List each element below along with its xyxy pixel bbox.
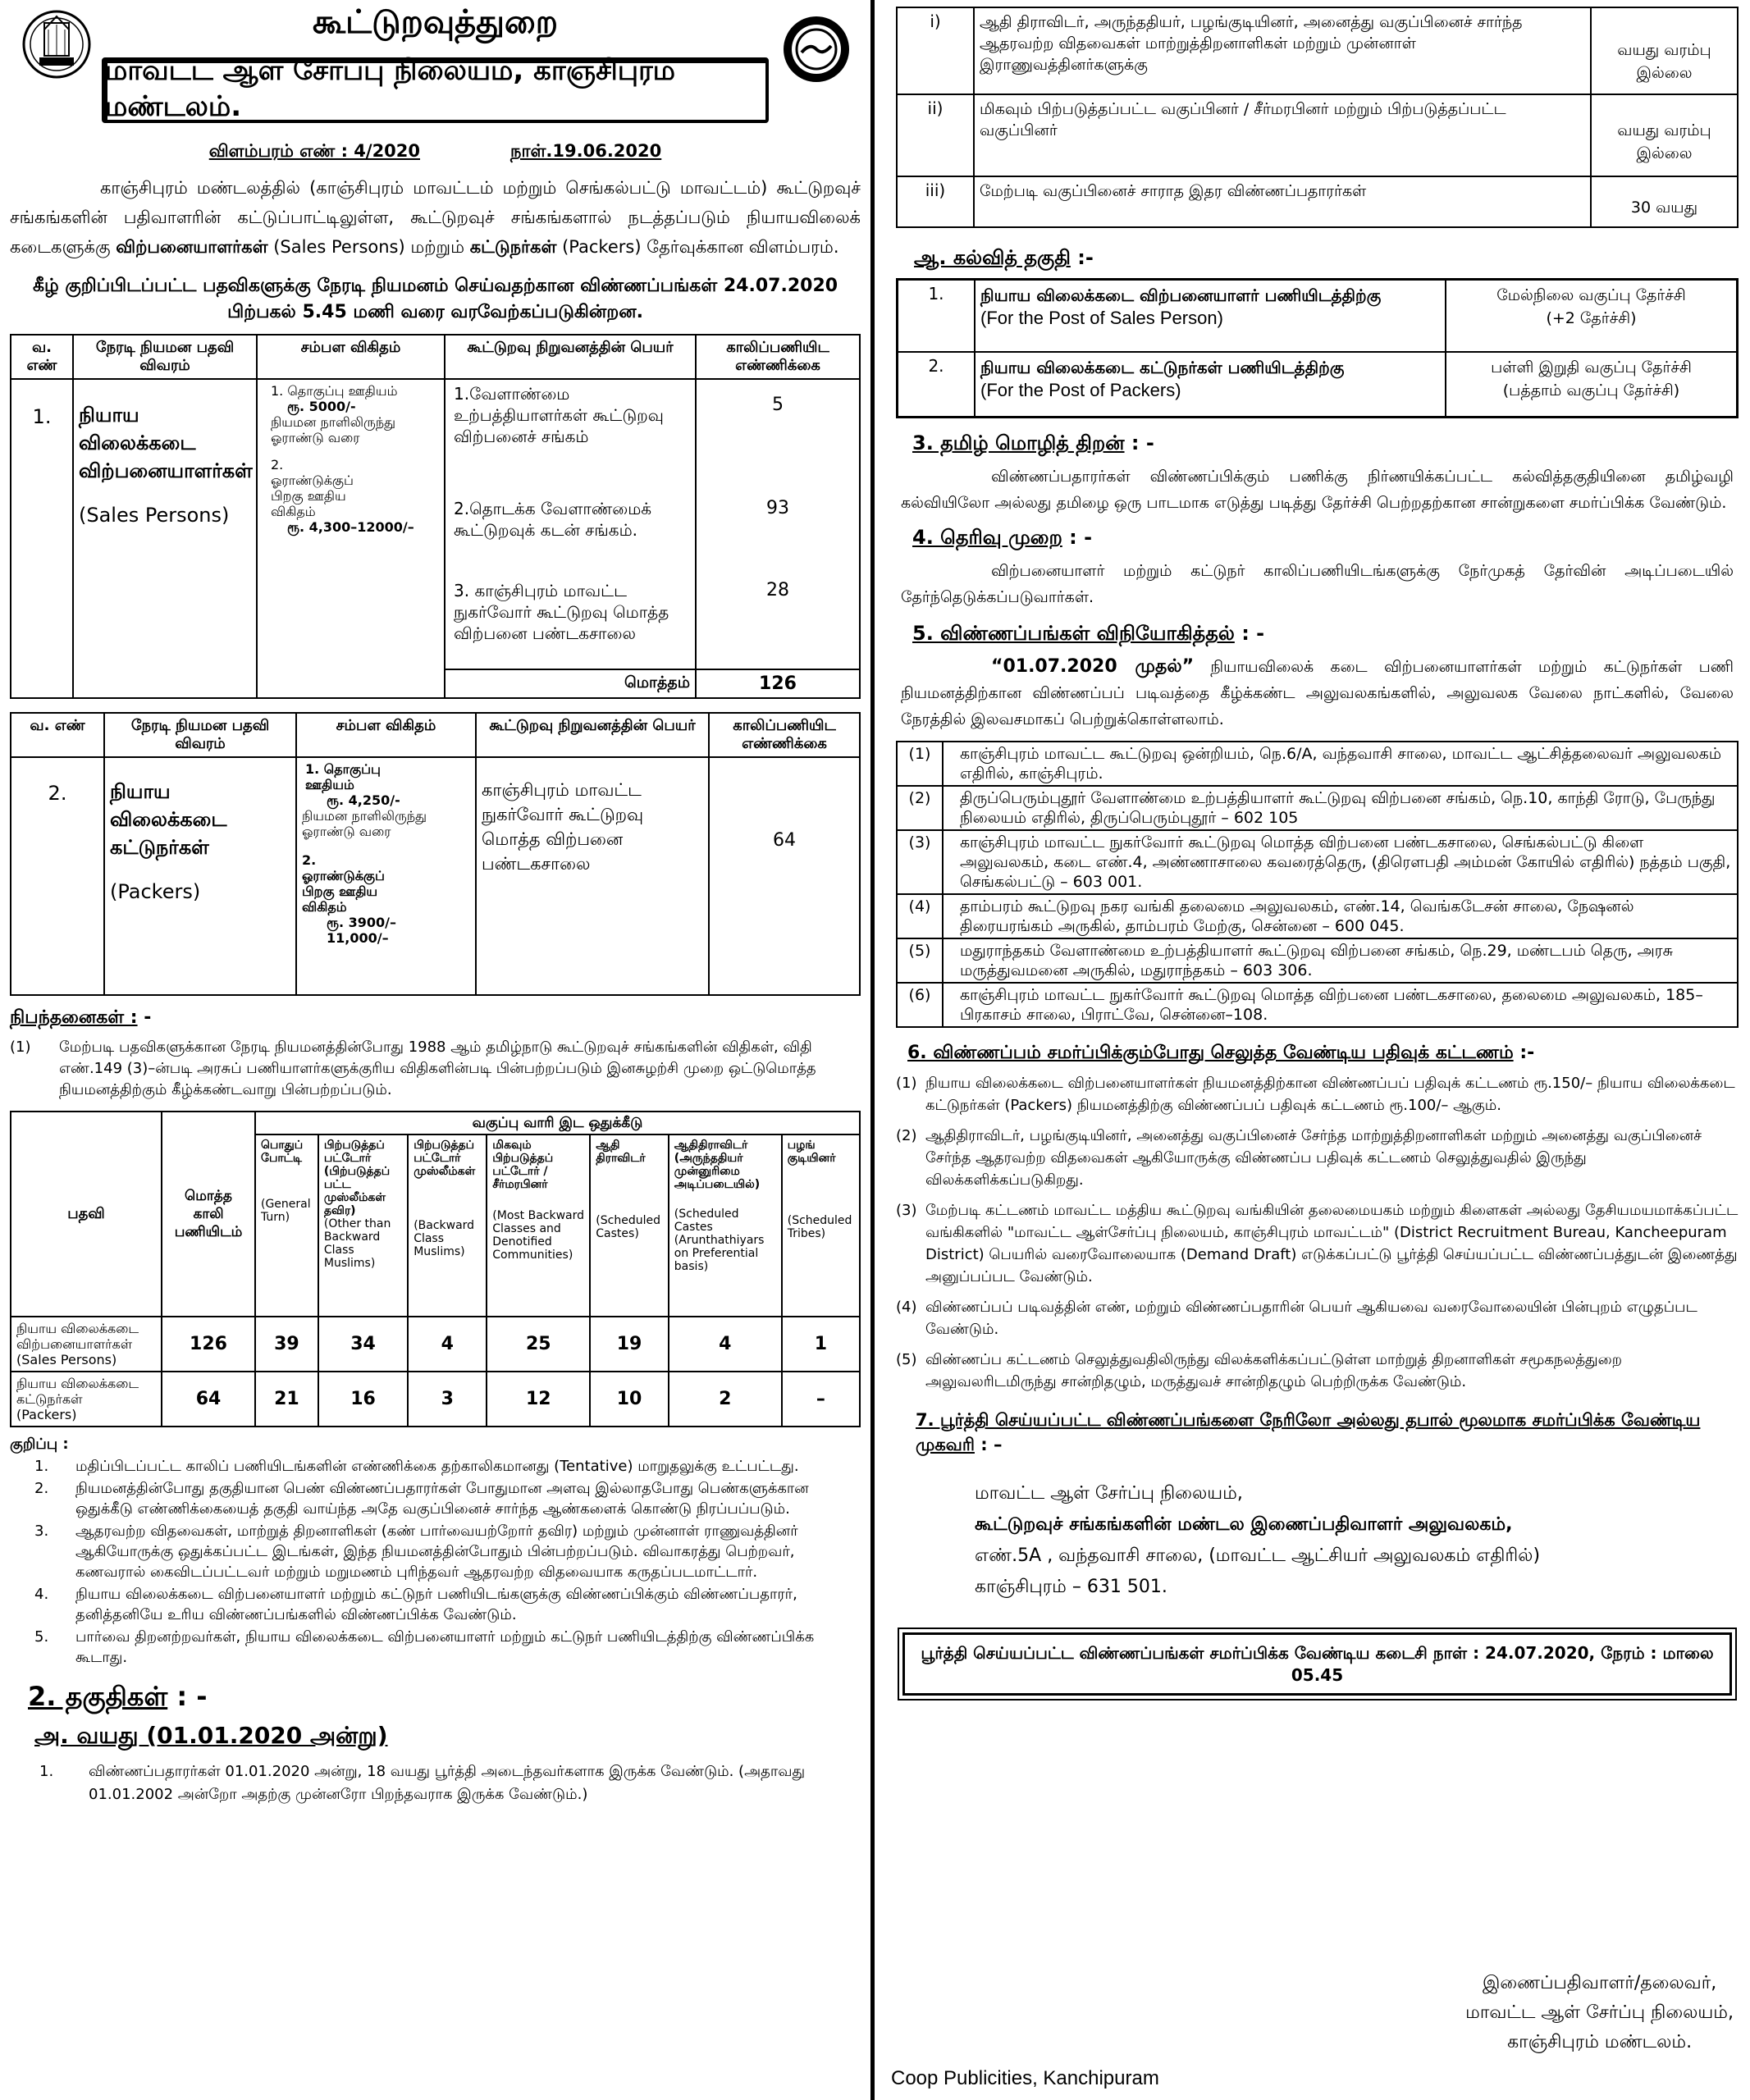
col-pay: சம்பள விகிதம் bbox=[296, 713, 476, 757]
submit-colon: : – bbox=[974, 1435, 1003, 1454]
value-cell: 16 bbox=[318, 1372, 408, 1427]
qualifications-colon: : - bbox=[167, 1681, 208, 1712]
fee-number: (1) bbox=[896, 1075, 917, 1092]
table-row bbox=[897, 894, 1738, 938]
pay-cell bbox=[296, 757, 476, 995]
organization-1: 1.வேளாண்மை உற்பத்தியாளர்கள் கூட்டுறவு விற்பனைச் சங்கம் bbox=[454, 384, 664, 446]
category-ta: பிற்படுத்தப் பட்டோர் முஸ்லீம்கள் bbox=[414, 1139, 476, 1178]
fee-colon: :- bbox=[1513, 1043, 1535, 1063]
offices-table bbox=[896, 741, 1739, 1028]
distribution-colon: : - bbox=[1234, 622, 1265, 645]
note-number: 3. bbox=[34, 1522, 49, 1540]
col-serial: வ. எண் bbox=[11, 713, 104, 757]
age-title: அ. வயது (01.01.2020 அன்று) bbox=[34, 1722, 388, 1749]
condition-1 bbox=[10, 1037, 861, 1101]
qualification-cell bbox=[1446, 352, 1738, 418]
condition-text: மேற்படி பதவிகளுக்கான நேரடி நியமனத்தின்போது 1988 ஆம் தமிழ்நாடு கூட்டுறவுச் சங்கங்களின் விதிகள், விதி எண்.149 (3)–ன்படி அரசுப் பணியாளர்களுக்குரிய விதிகளின்படி பின்பற்றப்படும் இனசுழற்சி முறை ஒட்டுமொத்த நியமனத்திற்கும் கீழ்க்கண்டவாறு பின்பற்றப்படும். bbox=[59, 1039, 816, 1098]
address-line: காஞ்சிபுரம் – 631 501. bbox=[975, 1577, 1167, 1597]
office-address: தாம்பரம் கூட்டுறவு நகர வங்கி தலைமை அலுவலகம், எண்.14, வெங்கடேசன் சாலை, நேஷனல் திரையரங்கம் அருகில், தாம்பரம் மேற்கு, சென்னை – 600 045. bbox=[943, 894, 1738, 938]
fee-number: (4) bbox=[896, 1299, 917, 1316]
category-general bbox=[255, 1134, 318, 1317]
category-en: (Backward Class Muslims) bbox=[414, 1219, 475, 1258]
value-cell: 2 bbox=[669, 1372, 782, 1427]
col-total: மொத்த காலி பணியிடம் bbox=[162, 1112, 255, 1317]
tamil-colon: : - bbox=[1124, 431, 1154, 454]
value-cell: 34 bbox=[318, 1317, 408, 1372]
category-sca bbox=[669, 1134, 782, 1317]
table-row bbox=[897, 983, 1738, 1027]
office-address: காஞ்சிபுரம் மாவட்ட நுகர்வோர் கூட்டுறவு மொத்த விற்பனை பண்டகசாலை, செங்கல்பட்டு கிளை அலுவலகம், கடை எண்.4, அண்ணாசாலை கவரைத்தெரு, (திரௌபதி அம்மன் கோயில் எதிரில்) நத்தம் பகுதி, செங்கல்பட்டு – 603 001. bbox=[943, 830, 1738, 894]
fee-item bbox=[896, 1296, 1739, 1340]
row-value: 30 வயது bbox=[1591, 176, 1738, 227]
reservation-table bbox=[10, 1111, 861, 1427]
table-header-row bbox=[11, 335, 860, 379]
row-text: ஆதி திராவிடர், அருந்ததியர், பழங்குடியினர், அனைத்து வகுப்பினைச் சார்ந்த ஆதரவற்ற விதவைகள் மாற்றுத்திறனாளிகள் மற்றும் முன்னாள் இராணுவத்தினர்களுக்கு bbox=[974, 7, 1591, 94]
fee-item bbox=[896, 1199, 1739, 1288]
col-organization: கூட்டுறவு நிறுவனத்தின் பெயர் bbox=[476, 713, 709, 757]
office-title-box: மாவட்ட ஆள் சேர்ப்பு நிலையம், காஞ்சிபுரம் மண்டலம். bbox=[102, 57, 769, 123]
organization-2: 2.தொடக்க வேளாண்மைக் கூட்டுறவுக் கடன் சங்கம். bbox=[454, 499, 652, 540]
category-ta: பொதுப் போட்டி bbox=[261, 1139, 304, 1165]
pay-1-label: 1. தொகுப்பு ஊதியம் bbox=[271, 383, 398, 399]
table-header-row bbox=[11, 1112, 860, 1134]
selection-colon: : - bbox=[1062, 526, 1093, 549]
intro-text-3: (Packers) தேர்வுக்கான விளம்பரம். bbox=[556, 237, 839, 257]
vacancy-count: 64 bbox=[709, 757, 860, 995]
total-cell: 64 bbox=[162, 1372, 255, 1427]
qualifications-title: 2. தகுதிகள் bbox=[28, 1681, 168, 1712]
fee-number: (5) bbox=[896, 1351, 917, 1368]
distribution-date: “01.07.2020 முதல்” bbox=[991, 656, 1195, 677]
serial-number: 2. bbox=[11, 757, 104, 995]
note-number: 5. bbox=[34, 1628, 49, 1646]
note-text: நியாய விலைக்கடை விற்பனையாளர் மற்றும் கட்டுநர் பணியிடங்களுக்கு விண்ணப்பிக்கும் விண்ணப்பதாரர், தனித்தனியே உரிய விண்ணப்பங்களில் விண்ணப்பிக்க வேண்டும். bbox=[75, 1586, 797, 1623]
notes-title: குறிப்பு : bbox=[10, 1436, 69, 1453]
office-number: (4) bbox=[897, 894, 943, 938]
fee-heading bbox=[896, 1043, 1739, 1066]
conditions-title: நிபந்தனைகள் : bbox=[10, 1007, 138, 1028]
fee-text: நியாய விலைக்கடை விற்பனையாளர்கள் நியமனத்திற்கான விண்ணப்பப் பதிவுக் கட்டணம் ரூ.150/– நியாய விலைக்கடை கட்டுநர்கள் (Packers) நியமனத்திற்கு விண்ணப்பப் பதிவுக் கட்டணம் ரூ.100/– ஆகும். bbox=[925, 1075, 1735, 1114]
post-name-en: (Sales Persons) bbox=[79, 504, 230, 527]
tamil-text: விண்ணப்பதாரர்கள் விண்ணப்பிக்கும் பணிக்கு நிர்ணயிக்கப்பட்ட கல்வித்தகுதியினை தமிழ்வழி கல்வியிலோ அல்லது தமிழை ஒரு பாடமாக எடுத்து படித்து தேர்ச்சி பெற்றதற்கான சான்றுகளை சமர்ப்பிக்க வேண்டும். bbox=[901, 468, 1734, 512]
submit-title: 7. பூர்த்தி செய்யப்பட்ட விண்ணப்பங்களை நேரிலோ அல்லது தபால் மூலமாக சமர்ப்பிக்க வேண்டிய முகவரி bbox=[916, 1410, 1701, 1454]
post-name-en: (For the Post of Sales Person) bbox=[980, 308, 1223, 328]
qualification-detail: (+2 தேர்ச்சி) bbox=[1546, 309, 1637, 327]
category-en: (General Turn) bbox=[261, 1198, 311, 1224]
signature-line: காஞ்சிபுரம் மண்டலம். bbox=[1507, 2032, 1693, 2052]
advertisement-number: விளம்பரம் எண் : 4/2020 bbox=[208, 141, 421, 161]
table-row bbox=[11, 1317, 860, 1372]
table-row bbox=[897, 176, 1738, 227]
qualification: மேல்நிலை வகுப்பு தேர்ச்சி bbox=[1496, 286, 1686, 304]
category-ta: பழங் குடியினர் bbox=[787, 1139, 836, 1165]
organization: காஞ்சிபுரம் மாவட்ட நுகர்வோர் கூட்டுறவு மொத்த விற்பனை பண்டகசாலை bbox=[476, 757, 709, 995]
post-name: நியாய விலைக்கடை கட்டுநர்கள் bbox=[110, 780, 227, 859]
pay-2-label: 2. ஓராண்டுக்குப் பிறகு ஊதிய விகிதம் bbox=[271, 457, 354, 519]
row-value: வயது வரம்பு இல்லை bbox=[1591, 94, 1738, 176]
age-limit-table bbox=[896, 7, 1739, 228]
note-text: மதிப்பிடப்பட்ட காலிப் பணியிடங்களின் எண்ணிக்கை தற்காலிகமானது (Tentative) மாறுதலுக்கு உட்பட்டது. bbox=[75, 1458, 799, 1475]
conditions-heading: நிபந்தனைகள் : - bbox=[10, 1007, 152, 1028]
intro-paragraph bbox=[10, 173, 861, 262]
fee-item bbox=[896, 1349, 1739, 1393]
category-bcm bbox=[408, 1134, 487, 1317]
category-en: (Scheduled Castes (Arunthathiyars on Preferential basis) bbox=[674, 1208, 765, 1273]
value-cell: 3 bbox=[408, 1372, 487, 1427]
category-ta: பிற்படுத்தப் பட்டோர் (பிற்படுத்தப் பட்ட முஸ்லீம்கள் தவிர) bbox=[323, 1139, 391, 1217]
post-name-en: (Sales Persons) bbox=[16, 1352, 117, 1367]
note-text: நியமனத்தின்போது தகுதியான பெண் விண்ணப்பதாரர்கள் போதுமான அளவு இல்லாதபோது பெண்களுக்கான ஒதுக்கீடு எண்ணிக்கையைத் தகுதி வாய்ந்த அதே வகுப்பினைச் சார்ந்த ஆண்களைக் கொண்டு நிரப்பப்படும். bbox=[75, 1480, 809, 1518]
fee-text: ஆதிதிராவிடர், பழங்குடியினர், அனைத்து வகுப்பினைச் சேர்ந்த மாற்றுத்திறனாளிகள் மற்றும் அனைத்து வகுப்பினைச் சேர்ந்த ஆதரவற்ற விதவைகள் ஆகியோருக்கு விண்ணப்ப பதிவுக் கட்டணம் செலுத்துவதில் இருந்து விலக்களிக்கப்படுகிறது. bbox=[925, 1127, 1702, 1189]
category-en: (Other than Backward Class Muslims) bbox=[323, 1217, 391, 1270]
note-item bbox=[10, 1456, 861, 1477]
note-number: 4. bbox=[34, 1586, 49, 1603]
table-row bbox=[898, 352, 1738, 418]
application-notice: கீழ் குறிப்பிடப்பட்ட பதவிகளுக்கு நேரடி நியமனம் செய்வதற்கான விண்ணப்பங்கள் 24.07.2020 பிற்பகல் 5.45 மணி வரை வரவேற்கப்படுகின்றன. bbox=[32, 276, 838, 322]
pay-2-amount: ரூ. 4,300–12000/– bbox=[287, 519, 414, 535]
value-cell: 19 bbox=[590, 1317, 669, 1372]
office-address: காஞ்சிபுரம் மாவட்ட கூட்டுறவு ஒன்றியம், நெ.6/A, வந்தவாசி சாலை, மாவட்ட ஆட்சித்தலைவர் அலுவலகம் எதிரில், காஞ்சிபுரம். bbox=[943, 742, 1738, 786]
selection-title: 4. தெரிவு முறை bbox=[912, 526, 1062, 549]
table-row bbox=[897, 786, 1738, 830]
row-number: 1. bbox=[898, 280, 976, 352]
post-name: நியாய விலைக்கடை விற்பனையாளர் பணியிடத்திற்கு bbox=[980, 285, 1382, 305]
sales-persons-table bbox=[10, 334, 861, 699]
note-number: 2. bbox=[34, 1480, 49, 1497]
office-address: மதுராந்தகம் வேளாண்மை உற்பத்தியாளர் கூட்டுறவு விற்பனை சங்கம், நெ.29, மண்டபம் தெரு, அரசு மருத்துவமனை அருகில், மதுராந்தகம் – 603 306. bbox=[943, 938, 1738, 983]
selection-heading bbox=[896, 526, 1739, 551]
pay-1-note: நியமன நாளிலிருந்து ஓராண்டு வரை bbox=[271, 414, 396, 445]
distribution-heading bbox=[896, 622, 1739, 647]
row-text: மிகவும் பிற்படுத்தப்பட்ட வகுப்பினர் / சீர்மரபினர் மற்றும் பிற்படுத்தப்பட்ட வகுப்பினர் bbox=[974, 94, 1591, 176]
address-line: மாவட்ட ஆள் சேர்ப்பு நிலையம், bbox=[975, 1483, 1243, 1504]
col-pay: சம்பள விகிதம் bbox=[257, 335, 445, 379]
row-value: வயது வரம்பு இல்லை bbox=[1591, 7, 1738, 94]
col-organization: கூட்டுறவு நிறுவனத்தின் பெயர் bbox=[445, 335, 696, 379]
row-number: 2. bbox=[898, 352, 976, 418]
table-row bbox=[897, 94, 1738, 176]
category-ta: மிகவும் பிற்படுத்தப் பட்டோர் / சீர்மரபினர் bbox=[492, 1139, 554, 1191]
office-number: (2) bbox=[897, 786, 943, 830]
organization-3: 3. காஞ்சிபுரம் மாவட்ட நுகர்வோர் கூட்டுறவு மொத்த விற்பனை பண்டகசாலை bbox=[454, 581, 669, 643]
office-number: (6) bbox=[897, 983, 943, 1027]
category-en: (Most Backward Classes and Denotified Communities) bbox=[492, 1209, 585, 1262]
note-item bbox=[10, 1627, 861, 1668]
fee-text: விண்ணப்ப கட்டணம் செலுத்துவதிலிருந்து விலக்களிக்கப்பட்டுள்ள மாற்றுத் திறனாளிகள் சமூகநலத்துறை அலுவலரிடமிருந்து சான்றிதழும், மருத்துவச் சான்றிதழும் பெற்றிருக்க வேண்டும். bbox=[925, 1351, 1622, 1390]
footer-credit: Coop Publicities, Kanchipuram bbox=[891, 2067, 1159, 2089]
col-vacancies: காலிப்பணியிட எண்ணிக்கை bbox=[709, 713, 860, 757]
vacancy-count-2: 93 bbox=[766, 498, 789, 518]
col-post: நேரடி நியமன பதவி விவரம் bbox=[104, 713, 296, 757]
note-number: 1. bbox=[34, 1458, 49, 1475]
note-text: ஆதரவற்ற விதவைகள், மாற்றுத் திறனாளிகள் (கண் பார்வையற்றோர் தவிர) மற்றும் முன்னாள் ராணுவத்தினர் ஆகியோருக்கு ஒதுக்கப்பட்ட இடங்கள், இந்த நியமனத்தின்போதும் பின்பற்றப்படும். விவாகரத்து பெற்றவர், கணவரால் கைவிடப்பட்டவர் மற்றும் மறுமணம் புரிந்தவர் ஆதரவற்ற விதவையாக கருதப்படமாட்டார். bbox=[75, 1522, 798, 1581]
vacancy-count-3: 28 bbox=[766, 580, 789, 600]
cooperative-logo-icon bbox=[782, 15, 851, 84]
qualifications-heading bbox=[10, 1681, 861, 1715]
age-heading bbox=[10, 1722, 861, 1752]
education-colon: :- bbox=[1070, 246, 1094, 269]
advertisement-meta bbox=[10, 141, 861, 163]
category-en: (Scheduled Tribes) bbox=[787, 1214, 852, 1240]
intro-text-2: (Sales Persons) மற்றும் bbox=[267, 237, 470, 257]
pay-cell bbox=[257, 379, 445, 698]
fee-item bbox=[896, 1125, 1739, 1191]
category-ta: ஆதிதிராவிடர் (அருந்ததியர் முன்னுரிமை அடிப்படையில்) bbox=[674, 1139, 761, 1191]
age-number: 1. bbox=[39, 1763, 54, 1780]
deadline-box: பூர்த்தி செய்யப்பட்ட விண்ணப்பங்கள் சமர்ப்பிக்க வேண்டிய கடைசி நாள் : 24.07.2020, நேரம் : மாலை 05.45 bbox=[902, 1632, 1732, 1696]
post-name-en: (Packers) bbox=[110, 880, 201, 903]
category-bc bbox=[318, 1134, 408, 1317]
intro-packers: கட்டுநர்கள் bbox=[469, 237, 557, 257]
value-cell: 1 bbox=[782, 1317, 860, 1372]
pay-1-amount: ரூ. 5000/- bbox=[287, 399, 356, 414]
category-st bbox=[782, 1134, 860, 1317]
education-heading bbox=[896, 246, 1739, 272]
pay-1-label: 1. தொகுப்பு ஊதியம் bbox=[305, 761, 381, 792]
note-item bbox=[10, 1521, 861, 1582]
post-name: நியாய விலைக்கடை கட்டுநர்கள் பணியிடத்திற்கு bbox=[980, 357, 1345, 377]
value-cell: 39 bbox=[255, 1317, 318, 1372]
signature-line: மாவட்ட ஆள் சேர்ப்பு நிலையம், bbox=[1465, 2002, 1734, 2023]
fee-number: (2) bbox=[896, 1127, 917, 1144]
tamil-heading bbox=[896, 431, 1739, 457]
submit-heading bbox=[896, 1408, 1739, 1457]
pay-2-label: 2. ஓராண்டுக்குப் பிறகு ஊதிய விகிதம் bbox=[302, 852, 385, 915]
fee-number: (3) bbox=[896, 1202, 917, 1219]
age-requirement bbox=[10, 1760, 861, 1806]
notes-section bbox=[10, 1436, 861, 1668]
value-cell: 10 bbox=[590, 1372, 669, 1427]
post-cell bbox=[975, 280, 1446, 352]
post-name-en: (For the Post of Packers) bbox=[980, 379, 1181, 400]
row-number: ii) bbox=[897, 94, 974, 176]
value-cell: – bbox=[782, 1372, 860, 1427]
age-text: விண்ணப்பதாரர்கள் 01.01.2020 அன்று, 18 வயது பூர்த்தி அடைந்தவர்களாக இருக்க வேண்டும். (அதாவது 01.01.2002 அன்றோ அதற்கு முன்னரோ பிறந்தவராக இருக்க வேண்டும்.) bbox=[89, 1763, 806, 1803]
category-sc bbox=[590, 1134, 669, 1317]
packers-table bbox=[10, 712, 861, 996]
table-row bbox=[897, 7, 1738, 94]
pay-2-amount: ரூ. 3900/– 11,000/– bbox=[327, 915, 397, 946]
submit-address bbox=[975, 1478, 1739, 1603]
intro-text-1: காஞ்சிபுரம் மண்டலத்தில் (காஞ்சிபுரம் மாவட்டம் மற்றும் செங்கல்பட்டு மாவட்டம்) கூட்டுறவுச் சங்கங்களின் பதிவாளரின் கட்டுப்பாட்டிலுள்ள, கூட்டுறவுச் சங்கங்களால் நடத்தப்படும் நியாயவிலைக் கடைகளுக்கு bbox=[10, 178, 861, 257]
fee-text: விண்ணப்பப் படிவத்தின் எண், மற்றும் விண்ணப்பதாரின் பெயர் ஆகியவை வரைவோலையின் பின்புறம் எழுதப்பட வேண்டும். bbox=[925, 1299, 1697, 1338]
post-cell bbox=[11, 1372, 162, 1427]
condition-number: (1) bbox=[10, 1039, 31, 1056]
vacancies-cell bbox=[696, 379, 860, 669]
total-label: மொத்தம் bbox=[445, 669, 696, 698]
office-number: (5) bbox=[897, 938, 943, 983]
table-row bbox=[11, 1372, 860, 1427]
note-item bbox=[10, 1478, 861, 1519]
row-text: மேற்படி வகுப்பினைச் சாராத இதர விண்ணப்பதாரர்கள் bbox=[974, 176, 1591, 227]
address-line: கூட்டுறவுச் சங்கங்களின் மண்டல இணைப்பதிவாளர் அலுவலகம், bbox=[975, 1514, 1513, 1535]
header bbox=[10, 0, 861, 131]
post-name: நியாய விலைக்கடை கட்டுநர்கள் bbox=[16, 1376, 139, 1407]
category-ta: ஆதி திராவிடர் bbox=[596, 1139, 646, 1165]
col-vacancies: காலிப்பணியிட எண்ணிக்கை bbox=[696, 335, 860, 379]
office-address: திருப்பெரும்புதூர் வேளாண்மை உற்பத்தியாளர் கூட்டுறவு விற்பனை சங்கம், நெ.10, காந்தி ரோடு, பேருந்து நிலையம் எதிரில், திருப்பெரும்புதூர் – 602 105 bbox=[943, 786, 1738, 830]
note-text: பார்வை திறனற்றவர்கள், நியாய விலைக்கடை விற்பனையாளர் மற்றும் கட்டுநர் பணியிடத்திற்கு விண்ணப்பிக்க கூடாது. bbox=[75, 1628, 815, 1666]
selection-text: விற்பனையாளர் மற்றும் கட்டுநர் காலிப்பணியிடங்களுக்கு நேர்முகத் தேர்வின் அடிப்படையில் தேர்ந்தெடுக்கப்படுவார்கள். bbox=[901, 562, 1734, 606]
pay-1-note: நியமன நாளிலிருந்து ஓராண்டு வரை bbox=[302, 808, 427, 839]
note-item bbox=[10, 1584, 861, 1625]
fee-title: 6. விண்ணப்பம் சமர்ப்பிக்கும்போது செலுத்த வேண்டிய பதிவுக் கட்டணம் bbox=[907, 1043, 1514, 1063]
intro-sales-persons: விற்பனையாளர்கள் bbox=[116, 237, 268, 257]
value-cell: 12 bbox=[487, 1372, 590, 1427]
total-count: 126 bbox=[696, 669, 860, 698]
post-name: நியாய விலைக்கடை விற்பனையாளர்கள் bbox=[79, 404, 253, 482]
col-post: நேரடி நியமன பதவி விவரம் bbox=[73, 335, 257, 379]
table-row bbox=[11, 757, 860, 995]
qualification: பள்ளி இறுதி வகுப்பு தேர்ச்சி bbox=[1491, 358, 1692, 377]
post-cell bbox=[11, 1317, 162, 1372]
signature-block bbox=[1465, 1969, 1734, 2057]
education-table bbox=[896, 278, 1739, 418]
post-cell bbox=[975, 352, 1446, 418]
distribution-title: 5. விண்ணப்பங்கள் விநியோகித்தல் bbox=[912, 622, 1235, 645]
fee-item bbox=[896, 1072, 1739, 1116]
table-row bbox=[897, 830, 1738, 894]
tamil-title: 3. தமிழ் மொழித் திறன் bbox=[912, 431, 1125, 454]
category-en: (Scheduled Castes) bbox=[596, 1214, 660, 1240]
table-header-row bbox=[11, 713, 860, 757]
vacancy-count-1: 5 bbox=[772, 395, 784, 415]
address-line: எண்.5A , வந்தவாசி சாலை, (மாவட்ட ஆட்சியர் அலுவலகம் எதிரில்) bbox=[975, 1545, 1541, 1566]
qualification-cell bbox=[1446, 280, 1738, 352]
value-cell: 21 bbox=[255, 1372, 318, 1427]
post-name-cell bbox=[104, 757, 296, 995]
distribution-body: நியாயவிலைக் கடை விற்பனையாளர்கள் மற்றும் கட்டுநர்கள் பணி நியமனத்திற்கான விண்ணப்பப் படிவத்தை கீழ்க்கண்ட அலுவலகங்களில், அலுவலக வேலை நாட்களில், வேலை நேரத்தில் இலவசமாகப் பெற்றுக்கொள்ளலாம். bbox=[901, 658, 1734, 728]
value-cell: 4 bbox=[408, 1317, 487, 1372]
distribution-text bbox=[896, 654, 1739, 733]
post-name: நியாய விலைக்கடை விற்பனையாளர்கள் bbox=[16, 1321, 139, 1352]
total-cell: 126 bbox=[162, 1317, 255, 1372]
col-serial: வ. எண் bbox=[11, 335, 73, 379]
table-row bbox=[11, 379, 860, 669]
organizations-cell bbox=[445, 379, 696, 669]
fee-text: மேற்படி கட்டணம் மாவட்ட மத்திய கூட்டுறவு வங்கியின் தலைமையகம் மற்றும் கிளைகள் அல்லது தேசியமயமாக்கப்பட்ட வங்கிகளில் "மாவட்ட ஆள்சேர்ப்பு நிலையம், காஞ்சிபுரம் மாவட்டம்" (District Recruitment Bureau, Kancheepuram District) பெயரில் வரைவோலையாக (Demand Draft) எடுக்கப்பட்டு பூர்த்தி செய்யப்பட்ட விண்ணப்பத்துடன் இணைத்து அனுப்பப்பட வேண்டும். bbox=[925, 1202, 1739, 1285]
pay-1-amount: ரூ. 4,250/- bbox=[327, 792, 400, 808]
post-name-en: (Packers) bbox=[16, 1407, 77, 1422]
advertisement-date: நாள்.19.06.2020 bbox=[510, 141, 662, 161]
row-number: i) bbox=[897, 7, 974, 94]
table-row bbox=[897, 742, 1738, 786]
office-number: (1) bbox=[897, 742, 943, 786]
education-title: ஆ. கல்வித் தகுதி bbox=[914, 246, 1071, 269]
col-post: பதவி bbox=[11, 1112, 162, 1317]
table-row bbox=[897, 938, 1738, 983]
serial-number: 1. bbox=[11, 379, 73, 698]
category-mbc bbox=[487, 1134, 590, 1317]
qualification-detail: (பத்தாம் வகுப்பு தேர்ச்சி) bbox=[1502, 381, 1680, 399]
department-title: கூட்டுறவுத்துறை bbox=[313, 3, 558, 41]
value-cell: 25 bbox=[487, 1317, 590, 1372]
value-cell: 4 bbox=[669, 1317, 782, 1372]
signature-line: இணைப்பதிவாளர்/தலைவர், bbox=[1482, 1973, 1717, 1993]
post-name-cell bbox=[73, 379, 257, 698]
table-row bbox=[898, 280, 1738, 352]
right-column bbox=[875, 0, 1750, 2089]
office-address: காஞ்சிபுரம் மாவட்ட நுகர்வோர் கூட்டுறவு மொத்த விற்பனை பண்டகசாலை, தலைமை அலுவலகம், 185–பிரகாசம் சாலை, பிராட்வே, சென்னை–108. bbox=[943, 983, 1738, 1027]
office-number: (3) bbox=[897, 830, 943, 894]
group-header: வகுப்பு வாரி இட ஒதுக்கீடு bbox=[255, 1112, 860, 1134]
row-number: iii) bbox=[897, 176, 974, 227]
